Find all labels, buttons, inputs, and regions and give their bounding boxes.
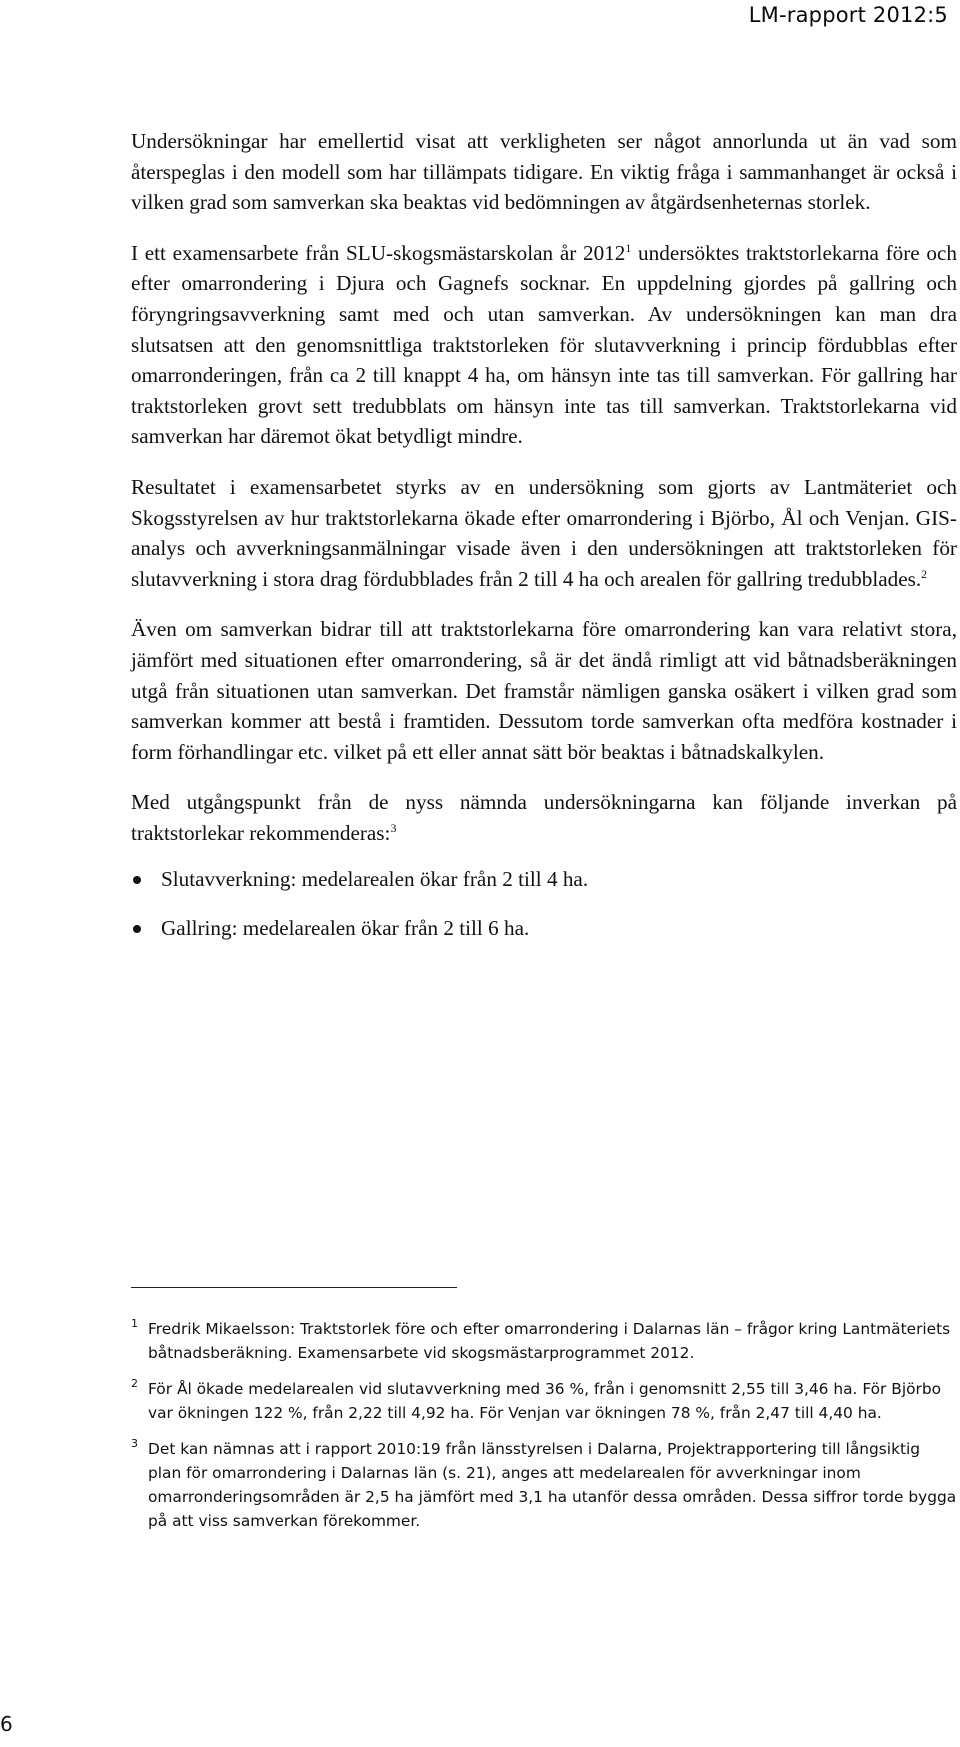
paragraph-4: Även om samverkan bidrar till att traktstorlekarna före omarrondering kan vara relativt stora, jämfört med situationen efter omarrondering, så är det ändå rimligt att vid båtnadsberäkningen utgå från situationen utan samverkan. Det framstår nämligen ganska osäkert i vilken grad som samverkan kommer att bestå i framtiden. Dessutom torde samverkan ofta medföra kostnader i form förhandlingar etc. vilket på ett eller annat sätt bör beaktas i båtnadskalkylen. <box>131 617 957 764</box>
paragraph-5-text: Med utgångspunkt från de nyss nämnda undersökningarna kan följande inverkan på traktstorlekar rekommenderas: <box>131 790 957 845</box>
paragraph-3 <box>131 472 957 594</box>
paragraph-5 <box>131 787 957 848</box>
paragraph-2-part-a: I ett examensarbete från SLU-skogsmästarskolan år 2012 <box>131 240 626 265</box>
recommendation-list <box>131 864 957 943</box>
paragraph-2-part-b: undersöktes traktstorlekarna före och efter omarrondering i Djura och Gagnefs socknar. En uppdelning gjordes på gallring och föryngringsavverkning samt med och utan samverkan. Av undersökningen kan man dra slutsatsen att den genomsnittliga traktstorleken för slutavverkning i princip fördubblas efter omarronderingen, från ca 2 till knappt 4 ha, om hänsyn inte tas till samverkan. För gallring har traktstorleken grovt sett tredubblats om hänsyn inte tas till samverkan. Traktstorlekarna vid samverkan har däremot ökat betydligt mindre. <box>131 240 957 449</box>
footnote-divider <box>131 1287 457 1288</box>
footnotes <box>131 1317 957 1545</box>
page-number: 6 <box>0 1712 13 1736</box>
footnote-number: 1 <box>131 1317 138 1330</box>
footnote-text: För Ål ökade medelarealen vid slutavverkning med 36 %, från i genomsnitt 2,55 till 3,46 ha. För Björbo var ökningen 122 %, från 2,22 till 4,92 ha. För Venjan var ökningen 78 %, från 2,47 till 4,40 ha. <box>148 1380 942 1422</box>
paragraph-2 <box>131 238 957 452</box>
paragraph-1: Undersökningar har emellertid visat att verkligheten ser något annorlunda ut än vad som återspeglas i den modell som har tillämpats tidigare. En viktig fråga i sammanhanget är också i vilken grad som samverkan ska beaktas vid bedömningen av åtgärdsenheternas storlek. <box>131 129 957 215</box>
footnote-number: 2 <box>131 1377 138 1390</box>
report-header: LM-rapport 2012:5 <box>748 3 948 27</box>
footnote-text: Det kan nämnas att i rapport 2010:19 från länsstyrelsen i Dalarna, Projektrapportering till långsiktig plan för omarrondering i Dalarnas län (s. 21), anges att medelarealen för avverkningar inom omarronderingsområden är 2,5 ha jämfört med 3,1 ha utanför dessa områden. Dessa siffror torde bygga på att viss samverkan förekommer. <box>148 1440 957 1530</box>
list-item: Slutavverkning: medelarealen ökar från 2 till 4 ha. <box>131 864 957 895</box>
footnote-2 <box>131 1377 957 1425</box>
body-text <box>131 126 957 962</box>
footnote-1 <box>131 1317 957 1365</box>
footnote-text: Fredrik Mikaelsson: Traktstorlek före och efter omarrondering i Dalarnas län – frågor kring Lantmäteriets båtnadsberäkning. Examensarbete vid skogsmästarprogrammet 2012. <box>148 1320 951 1362</box>
paragraph-3-text: Resultatet i examensarbetet styrks av en undersökning som gjorts av Lantmäteriet och Skogsstyrelsen av hur traktstorlekarna ökade efter omarrondering i Björbo, Ål och Venjan. GIS-analys och avverkningsanmälningar visade även i den undersökningen att traktstorleken för slutavverkning i stora drag fördubblades från 2 till 4 ha och arealen för gallring tredubblades. <box>131 474 957 591</box>
footnote-ref-3[interactable]: 3 <box>390 820 397 835</box>
footnote-ref-1[interactable]: 1 <box>625 240 632 255</box>
footnote-3 <box>131 1437 957 1533</box>
list-item: Gallring: medelarealen ökar från 2 till 6 ha. <box>131 913 957 944</box>
footnote-number: 3 <box>131 1437 138 1450</box>
footnote-ref-2[interactable]: 2 <box>921 566 928 581</box>
